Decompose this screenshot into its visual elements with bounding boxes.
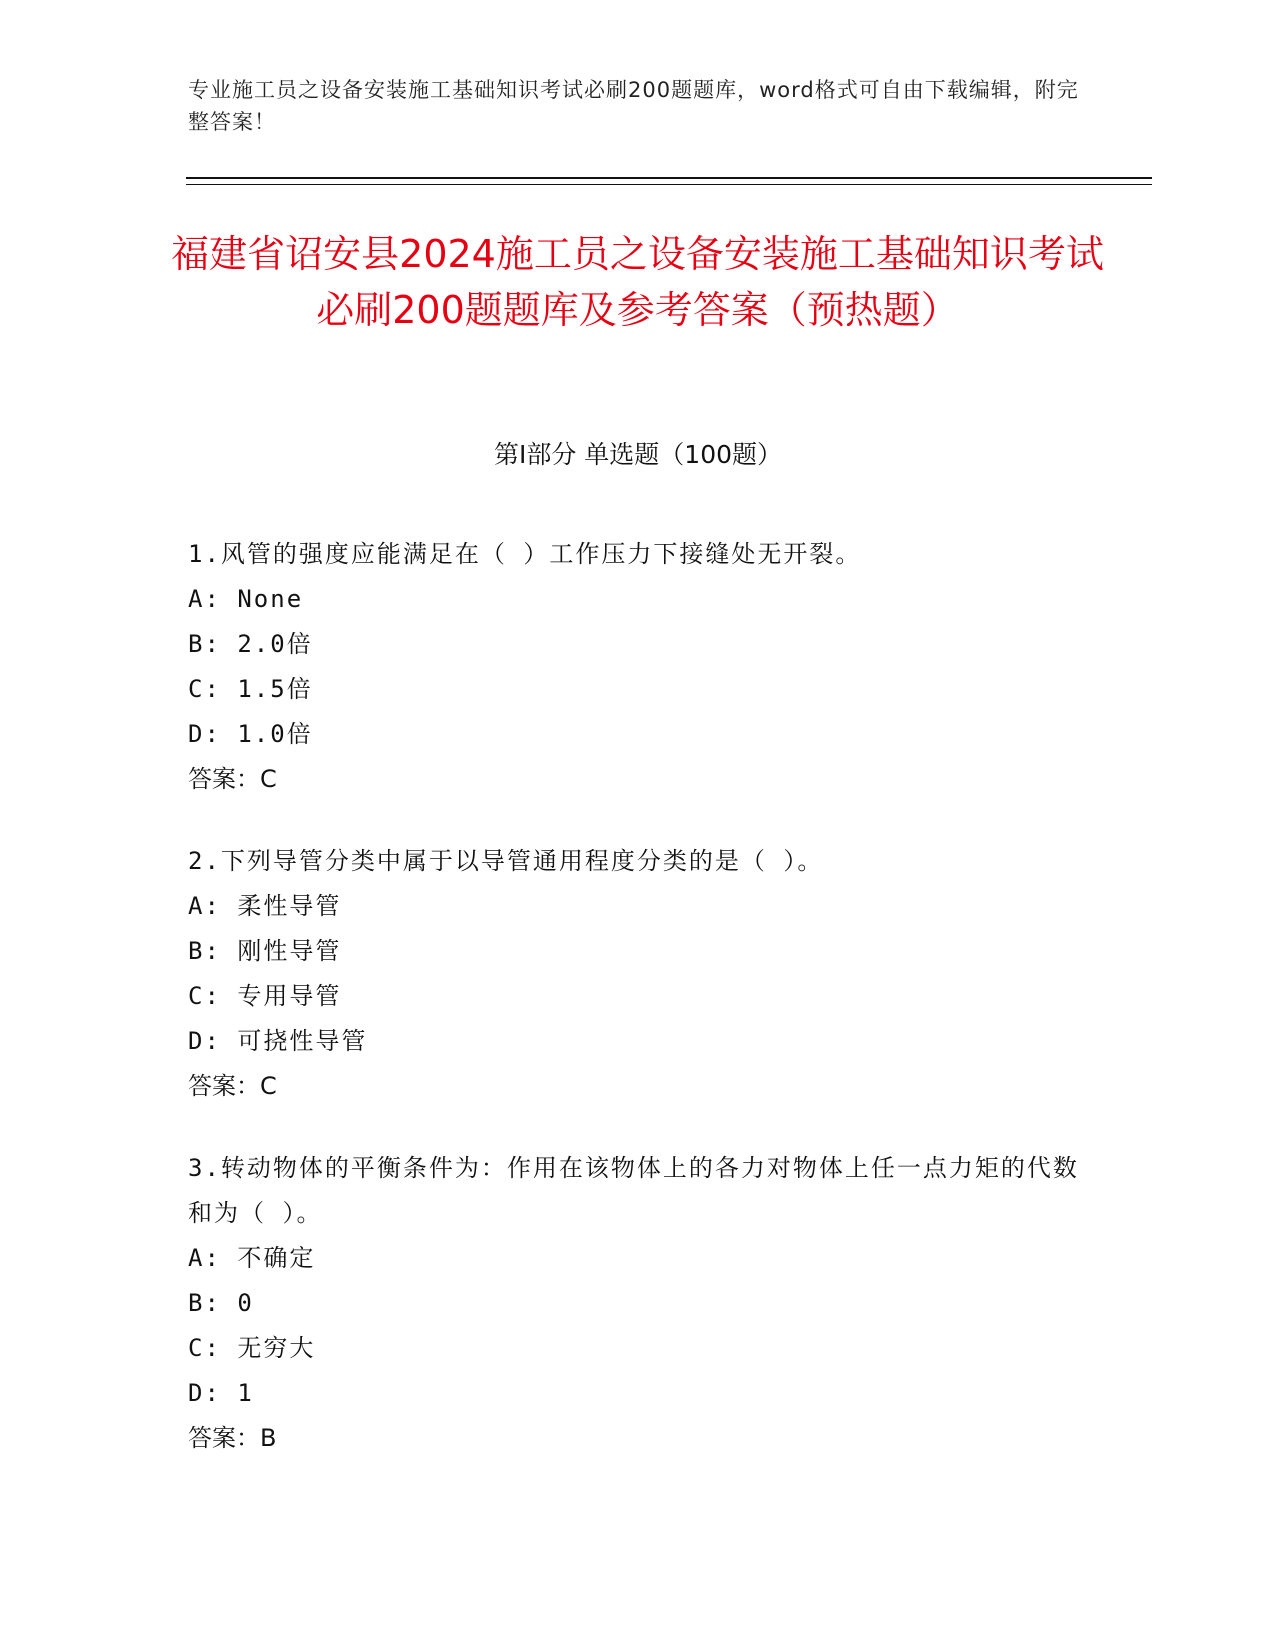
option-c: C: 1.5倍 <box>188 675 313 703</box>
option-a: A: 柔性导管 <box>188 892 342 920</box>
answer-line: 答案：C <box>188 765 277 793</box>
question-stem: 2.下列导管分类中属于以导管通用程度分类的是（ ）。 <box>188 847 824 875</box>
section-heading: 第Ⅰ部分 单选题（100题） <box>493 440 783 469</box>
question-stem: 1.风管的强度应能满足在（ ）工作压力下接缝处无开裂。 <box>188 540 862 568</box>
option-d: D: 可挠性导管 <box>188 1027 368 1055</box>
option-a: A: None <box>188 585 304 613</box>
document-title: 福建省诏安县2024施工员之设备安装施工基础知识考试必刷200题题库及参考答案（预热题） <box>171 232 1104 332</box>
header-divider-thin <box>186 184 1152 185</box>
question-item <box>188 532 1088 802</box>
option-b: B: 2.0倍 <box>188 630 313 658</box>
question-list <box>188 532 1088 1498</box>
answer-line: 答案：B <box>188 1424 277 1452</box>
option-c: C: 无穷大 <box>188 1334 316 1362</box>
option-a: A: 不确定 <box>188 1244 316 1272</box>
option-d: D: 1 <box>188 1379 254 1407</box>
header-divider-thick <box>186 177 1152 179</box>
option-d: D: 1.0倍 <box>188 720 313 748</box>
option-b: B: 刚性导管 <box>188 937 342 965</box>
option-b: B: 0 <box>188 1289 254 1317</box>
question-item <box>188 1146 1088 1461</box>
header-note: 专业施工员之设备安装施工基础知识考试必刷200题题库，word格式可自由下载编辑，附完整答案！ <box>188 78 1079 134</box>
answer-line: 答案：C <box>188 1072 277 1100</box>
question-stem: 3.转动物体的平衡条件为：作用在该物体上的各力对物体上任一点力矩的代数和为（ ）。 <box>188 1154 1079 1227</box>
question-item <box>188 839 1088 1109</box>
option-c: C: 专用导管 <box>188 982 342 1010</box>
